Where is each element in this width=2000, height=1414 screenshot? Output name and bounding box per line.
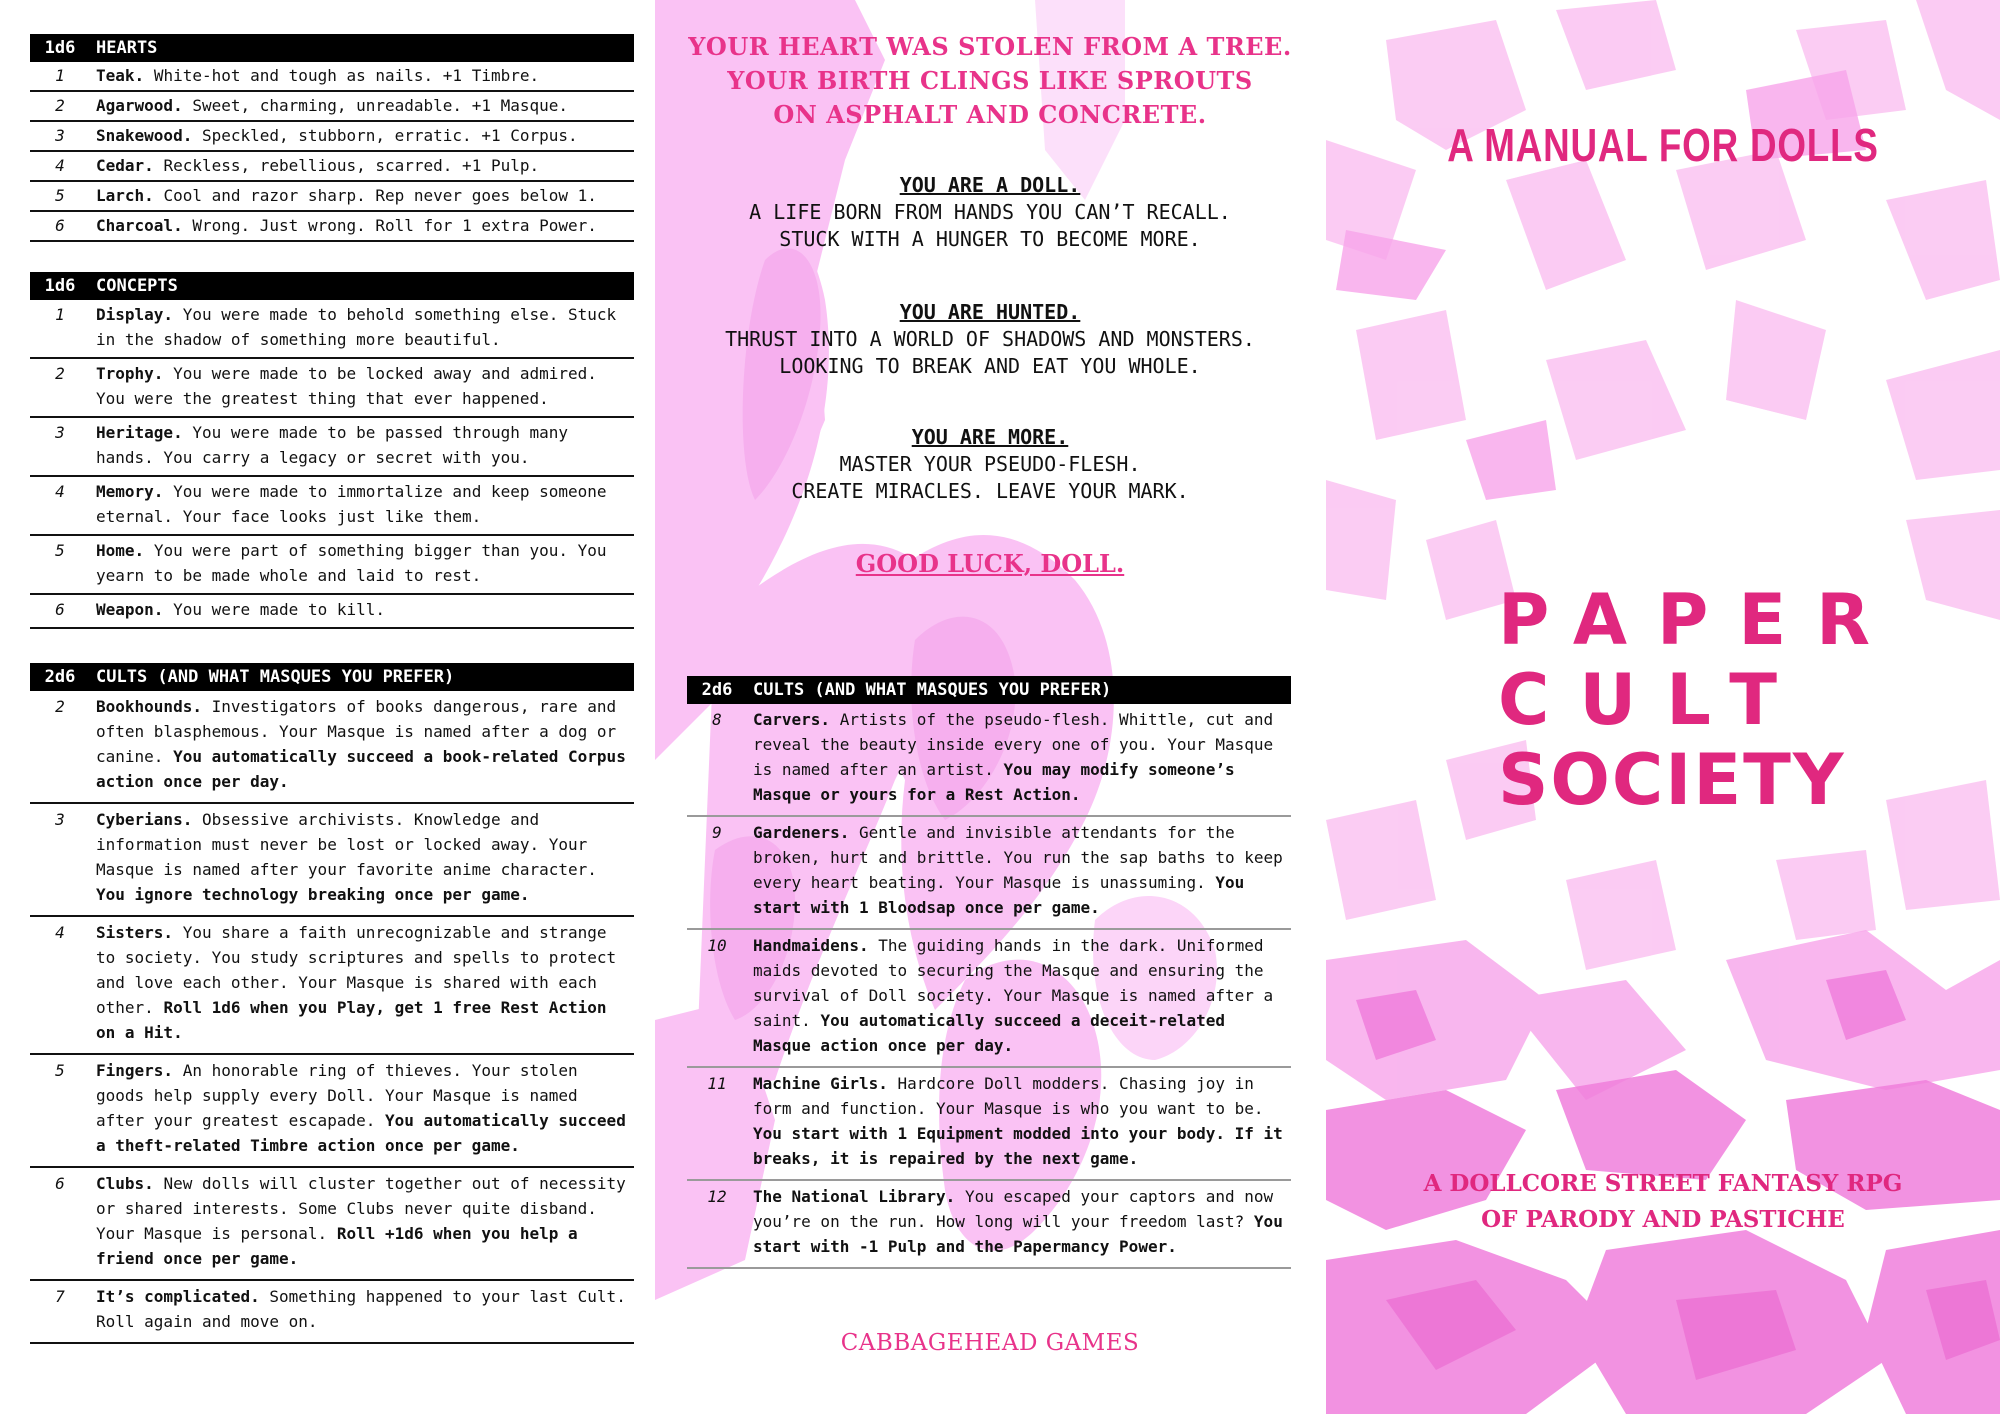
row-name: Cyberians. [96,810,193,829]
cults-table-left [30,663,634,1344]
row-name: Sisters. [96,923,174,942]
row-number: 5 [55,186,65,205]
row-description: Wrong. Just wrong. Roll for 1 extra Power. [192,216,597,235]
table-row [30,62,634,92]
good-luck-text: GOOD LUCK, DOLL. [855,549,1125,578]
row-bonus: You ignore technology breaking once per game. [96,885,530,904]
row-text [90,1284,634,1334]
cover-panel [1326,0,2000,1414]
tagline-line: OF PARODY AND PASTICHE [1481,1206,1845,1233]
row-number: 1 [55,305,65,324]
row-text [90,93,634,118]
row-number: 7 [55,1287,65,1306]
row-text [747,820,1291,920]
row-description: You were made to immortalize and keep someone eternal. Your face looks just like them. [96,482,607,526]
row-name: Heritage. [96,423,183,442]
hearts-die: 1d6 [44,38,76,58]
row-text [90,694,634,794]
concepts-title: CONCEPTS [96,276,178,296]
block-line: THRUST INTO A WORLD OF SHADOWS AND MONSTERS. [725,327,1255,351]
row-description: Sweet, charming, unreadable. +1 Masque. [192,96,569,115]
table-row [30,477,634,536]
row-description: You share a faith unrecognizable and strange to society. You study scriptures and spells to protect and love each other. Your Masque is shared with each other. [96,923,617,1017]
row-description: You were made to behold something else. Stuck in the shadow of something more beautiful. [96,305,617,349]
row-text [90,420,634,470]
cults-die: 2d6 [44,667,76,687]
row-number: 8 [712,710,722,729]
you-are-more-block [655,424,1325,505]
row-number: 2 [55,96,65,115]
row-description: An honorable ring of thieves. Your stolen goods help supply every Doll. Your Masque is named after your greatest escapade. [96,1061,578,1130]
concepts-table [30,272,634,629]
row-number: 5 [55,1061,65,1080]
row-text [90,361,634,411]
table-row [30,152,634,182]
row-description: Speckled, stubborn, erratic. +1 Corpus. [201,126,578,145]
row-description: Cool and razor sharp. Rep never goes below 1. [163,186,597,205]
row-description: Artists of the pseudo-flesh. Whittle, cut and reveal the beauty inside every one of you. Your Masque is named after an artist. [753,710,1274,779]
table-row [30,691,634,804]
row-name: Display. [96,305,174,324]
tagline-line: A DOLLCORE STREET FANTASY RPG [1423,1170,1903,1197]
table-row [30,804,634,917]
row-bonus: You start with 1 Equipment modded into your body. If it breaks, it is repaired by the next game. [753,1124,1283,1168]
row-text [747,1184,1291,1259]
row-name: Agarwood. [96,96,183,115]
cover-tagline [1326,1166,2000,1238]
cults-die: 2d6 [701,680,733,700]
row-name: Snakewood. [96,126,193,145]
row-description: Hardcore Doll modders. Chasing joy in form and function. Your Masque is who you want to be. [753,1074,1264,1118]
row-number: 6 [55,1174,65,1193]
game-title-line: SOCIETY [1498,739,1846,821]
row-text [90,807,634,907]
block-line: A LIFE BORN FROM HANDS YOU CAN’T RECALL. [749,200,1231,224]
row-name: Cedar. [96,156,154,175]
row-name: Charcoal. [96,216,183,235]
concepts-die: 1d6 [44,276,76,296]
row-text [90,213,634,238]
row-name: Fingers. [96,1061,174,1080]
row-number: 4 [55,482,65,501]
row-number: 12 [707,1187,727,1206]
row-number: 4 [55,923,65,942]
row-name: Trophy. [96,364,164,383]
table-row [30,122,634,152]
hearts-title: HEARTS [96,38,158,58]
row-text [747,1071,1291,1171]
row-name: It’s complicated. [96,1287,260,1306]
concepts-table-header [30,272,634,300]
row-name: Memory. [96,482,164,501]
row-description: You were made to be locked away and admired. You were the greatest thing that ever happened. [96,364,597,408]
row-number: 4 [55,156,65,175]
table-row [30,536,634,595]
block-line: MASTER YOUR PSEUDO-FLESH. [839,452,1141,476]
row-bonus: Roll +1d6 when you help a friend once per game. [96,1224,578,1268]
block-line: STUCK WITH A HUNGER TO BECOME MORE. [779,227,1201,251]
row-description: You escaped your captors and now you’re on the run. How long will your freedom last? [753,1187,1274,1231]
table-row [30,418,634,477]
row-text [90,153,634,178]
you-are-hunted-block [655,299,1325,380]
table-row [30,92,634,122]
row-text [90,597,634,622]
row-number: 2 [55,364,65,383]
row-description: Gentle and invisible attendants for the broken, hurt and brittle. You run the sap baths to keep every heart beating. Your Masque is unassuming. [753,823,1283,892]
block-lead: YOU ARE MORE. [911,425,1069,449]
row-description: White-hot and tough as nails. +1 Timbre. [153,66,540,85]
row-text [90,183,634,208]
table-row [30,300,634,359]
row-number: 3 [55,126,65,145]
table-row [687,704,1291,817]
table-row [30,182,634,212]
row-name: Gardeners. [753,823,850,842]
row-text [90,920,634,1045]
row-text [90,1171,634,1271]
row-number: 2 [55,697,65,716]
row-description: Something happened to your last Cult. Roll again and move on. [96,1287,626,1331]
publisher-name: CABBAGEHEAD GAMES [840,1330,1140,1356]
row-name: Teak. [96,66,145,85]
row-text [90,302,634,352]
table-row [30,595,634,629]
row-number: 6 [55,216,65,235]
row-text [747,933,1291,1058]
row-text [90,479,634,529]
row-text [90,123,634,148]
cults-table-continued [687,676,1291,1269]
row-name: Carvers. [753,710,831,729]
middle-panel [655,0,1325,1414]
row-number: 5 [55,541,65,560]
row-number: 1 [55,66,65,85]
cults-title: CULTS (AND WHAT MASQUES YOU PREFER) [753,680,1112,700]
table-row [30,359,634,418]
cults-table-header [30,663,634,691]
you-are-a-doll-block [655,172,1325,253]
row-bonus: You automatically succeed a book-related Corpus action once per day. [96,747,626,791]
game-title-line: CULT [1498,659,1807,741]
row-number: 10 [707,936,727,955]
block-lead: YOU ARE A DOLL. [899,173,1081,197]
row-number: 3 [55,423,65,442]
row-text [90,538,634,588]
hearts-table-header [30,34,634,62]
row-number: 6 [55,600,65,619]
row-name: Machine Girls. [753,1074,888,1093]
table-row [30,212,634,242]
table-row [30,1055,634,1168]
block-line: CREATE MIRACLES. LEAVE YOUR MARK. [791,479,1189,503]
table-row [687,817,1291,930]
intro-text [655,30,1325,578]
row-description: You were made to be passed through many hands. You carry a legacy or secret with you. [96,423,569,467]
row-description: Reckless, rebellious, scarred. +1 Pulp. [163,156,540,175]
row-description: You were made to kill. [173,600,385,619]
table-row [687,930,1291,1068]
row-description: Investigators of books dangerous, rare and often blasphemous. Your Masque is named after a dog or canine. [96,697,617,766]
game-title [1498,580,1968,820]
row-name: Weapon. [96,600,164,619]
block-line: LOOKING TO BREAK AND EAT YOU WHOLE. [779,354,1201,378]
table-row [30,1168,634,1281]
row-description: Obsessive archivists. Knowledge and information must never be lost or locked away. Your Masque is named after your favorite anime character. [96,810,597,879]
left-panel [30,34,634,1344]
row-text [747,707,1291,807]
row-name: Larch. [96,186,154,205]
row-name: Handmaidens. [753,936,869,955]
row-bonus: You may modify someone’s Masque or yours for a Rest Action. [753,760,1235,804]
row-number: 3 [55,810,65,829]
table-row [30,1281,634,1344]
row-description: New dolls will cluster together out of necessity or shared interests. Some Clubs never quite disband. Your Masque is personal. [96,1174,626,1243]
row-text [90,63,634,88]
block-lead: YOU ARE HUNTED. [899,300,1081,324]
table-row [30,917,634,1055]
row-bonus: Roll 1d6 when you Play, get 1 free Rest Action on a Hit. [96,998,607,1042]
row-text [90,1058,634,1158]
cults-table-header [687,676,1291,704]
row-number: 11 [707,1074,727,1093]
intro-heading-line: YOUR BIRTH CLINGS LIKE SPROUTS [727,66,1253,95]
row-description: You were part of something bigger than you. You yearn to be made whole and laid to rest. [96,541,607,585]
game-title-line: PAPER [1498,579,1901,661]
row-name: Clubs. [96,1174,154,1193]
row-bonus: You automatically succeed a deceit-related Masque action once per day. [753,1011,1226,1055]
intro-heading-line: YOUR HEART WAS STOLEN FROM A TREE. [688,32,1292,61]
row-description: The guiding hands in the dark. Uniformed maids devoted to securing the Masque and ensuring the survival of Doll society. Your Masque is named after a saint. [753,936,1274,1030]
table-row [687,1181,1291,1269]
row-bonus: You start with 1 Bloodsap once per game. [753,873,1245,917]
hearts-table [30,34,634,242]
row-bonus: You automatically succeed a theft-related Timbre action once per game. [96,1111,626,1155]
cults-title: CULTS (AND WHAT MASQUES YOU PREFER) [96,667,455,687]
row-name: Bookhounds. [96,697,202,716]
row-name: Home. [96,541,145,560]
manual-title: A MANUAL FOR DOLLS [1447,119,1879,171]
intro-heading-line: ON ASPHALT AND CONCRETE. [773,100,1207,129]
row-number: 9 [712,823,722,842]
row-bonus: You start with -1 Pulp and the Papermancy Power. [753,1212,1283,1256]
table-row [687,1068,1291,1181]
row-name: The National Library. [753,1187,956,1206]
